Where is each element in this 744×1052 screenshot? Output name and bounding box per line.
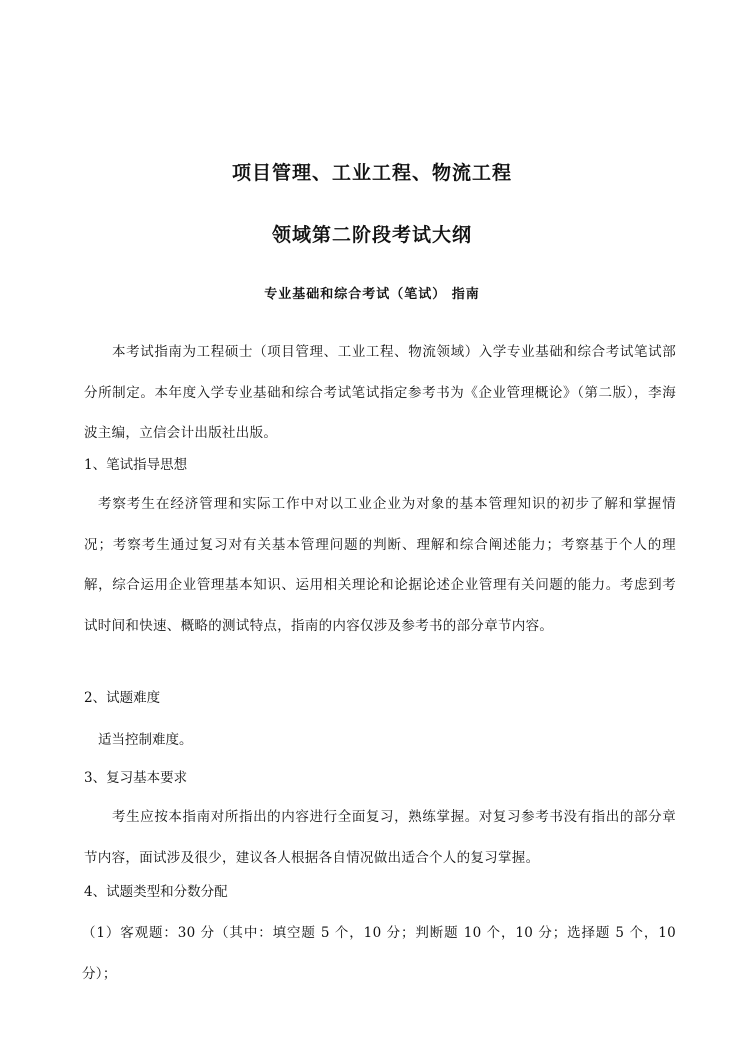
section-1-heading: 1、笔试指导思想 <box>84 457 188 473</box>
document-title-line-2: 领域第二阶段考试大纲 <box>271 224 472 246</box>
section-1-body: 考察考生在经济管理和实际工作中对以工业企业为对象的基本管理知识的初步了解和掌握情况；考察考生通过复习对有关基本管理问题的判断、理解和综合阐述能力；考察基于个人的理解，综合运用企业管理基本知识、运用相关理论和论据论述企业管理有关问题的能力。考虑到考试时间和快速、概略的测试特点，指南的内容仅涉及参考书的部分章节内容。 <box>84 496 676 634</box>
section-2-heading: 2、试题难度 <box>84 690 161 706</box>
section-4-body: （1）客观题：30 分（其中：填空题 5 个，10 分；判断题 10 个，10 分；选择题 5 个，10 分）； <box>82 925 676 982</box>
document-subtitle: 专业基础和综合考试（笔试） 指南 <box>264 287 480 302</box>
section-2-body: 适当控制难度。 <box>98 732 193 748</box>
intro-paragraph: 本考试指南为工程硕士（项目管理、工业工程、物流领域）入学专业基础和综合考试笔试部分所制定。本年度入学专业基础和综合考试笔试指定参考书为《企业管理概论》（第二版），李海波主编，立信会计出版社出版。 <box>84 344 676 441</box>
section-3-body: 考生应按本指南对所指出的内容进行全面复习，熟练掌握。对复习参考书没有指出的部分章节内容，面试涉及很少，建议各人根据各自情况做出适合个人的复习掌握。 <box>84 809 676 866</box>
section-3-heading: 3、复习基本要求 <box>84 770 188 786</box>
section-4-heading: 4、试题类型和分数分配 <box>84 884 228 900</box>
document-title-line-1: 项目管理、工业工程、物流工程 <box>231 162 512 184</box>
